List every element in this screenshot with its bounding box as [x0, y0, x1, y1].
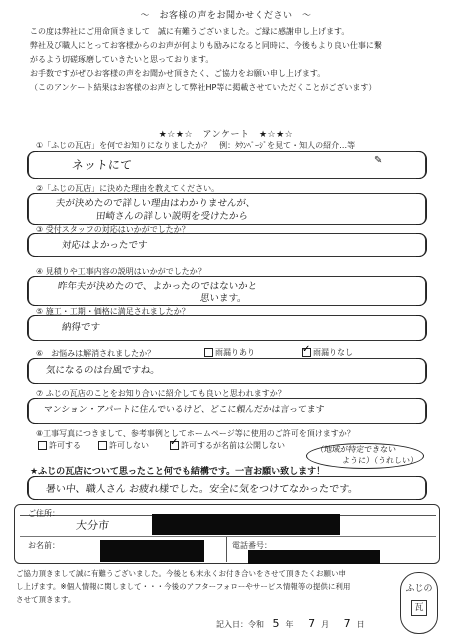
q3-label: ③ 受付スタッフの対応はいかがでしたか？: [36, 225, 190, 234]
q8-conditional-label: 許可するが名前は公開しない: [181, 441, 285, 450]
intro-line-2: 弊社及び職人にとってお客様からのお声が何よりも励みになると同時に、今後もより良い仕事に繋: [30, 41, 382, 50]
q6-noleak-checkbox[interactable]: [302, 348, 311, 357]
q8-option-deny[interactable]: [98, 440, 149, 451]
survey-title: ★☆★☆ アンケート ★☆★☆: [158, 130, 294, 140]
q4-label: ④ 見積りや工事内容の説明はいかがでしたか？: [36, 267, 206, 276]
q8-deny-label: 許可しない: [109, 441, 149, 450]
name-redaction: [100, 540, 204, 562]
q3-answer: 対応はよかったです: [61, 240, 148, 251]
q6-noleak-label: 雨漏りなし: [313, 348, 353, 357]
phone-label: 電話番号：: [232, 541, 272, 550]
q6-option-noleak[interactable]: [302, 347, 353, 358]
page-header: ～ お客様の声をお聞かせください ～: [140, 11, 312, 21]
footer-line-1: ご協力頂きまして誠に有難うございました。今後とも末永くお付き合いをさせて頂きたくお願い申: [16, 569, 346, 578]
q5-answer: 納得です: [61, 322, 101, 333]
q4-answer-line-1: 昨年夫が決めたので、よかったのではないかと: [57, 281, 258, 292]
date-month-unit: 月: [321, 620, 330, 629]
intro-line-5: （このアンケート結果はお客様のお声として弊社HP等に掲載させていただくことがございます）: [30, 83, 377, 92]
date-day-unit: 日: [356, 620, 365, 629]
q6-leak-checkbox[interactable]: [204, 348, 213, 357]
q8-allow-label: 許可する: [49, 441, 81, 450]
date-row: [216, 617, 365, 630]
footer-line-2: し上げます。※個人情報に関しまして・・・今後のアフターフォローやサービス情報等の提供に利用: [16, 582, 351, 591]
q8-note-line-1: （地域が特定できない: [315, 445, 397, 454]
q1-label: ①「ふじの瓦店」を何でお知りになりましたか？ 例：ﾀｳﾝﾍﾟｰｼﾞを見て・知人の紹介…等: [36, 141, 356, 150]
address-value: 大分市: [75, 519, 110, 532]
q8-conditional-checkbox[interactable]: [170, 441, 179, 450]
q2-answer-line-2: 田崎さんの詳しい説明を受けたから: [95, 211, 249, 222]
intro-line-3: がるよう切磋琢磨していきたいと思っております。: [30, 55, 214, 64]
intro-line-1: この度は弊社にご用命頂きまして 誠に有難うございました。ご縁に感謝申し上げます。: [30, 27, 350, 36]
q4-answer-line-2: 思います。: [199, 293, 248, 304]
company-logo-stamp: [400, 572, 438, 634]
q8-option-allow[interactable]: [38, 440, 81, 451]
date-day: 7: [343, 617, 351, 630]
address-label: ご住所：: [28, 509, 60, 518]
freeform-label: ★ふじの瓦店について思ったこと何でも結構です。一言お願い致します！: [30, 467, 326, 477]
q8-label: ⑧工事写真につきまして、参考事例としてホームページ等に使用のご許可を頂けますか？: [36, 429, 355, 438]
date-month: 7: [308, 617, 316, 630]
pencil-icon: ✎: [374, 155, 383, 166]
q6-answer: 気になるのは台風ですね。: [45, 365, 161, 376]
q5-label: ⑤ 施工・工期・価格に満足されましたか？: [36, 307, 190, 316]
intro-line-4: お手数ですがぜひお客様の声をお聞かせ頂きたく、ご協力をお願い申し上げます。: [30, 69, 326, 78]
info-row-divider: [20, 536, 436, 537]
name-label: お名前：: [28, 541, 60, 550]
q8-allow-checkbox[interactable]: [38, 441, 47, 450]
stamp-line-1: ふじの: [405, 584, 433, 594]
q7-label: ⑦ ふじの瓦店のことをお知り合いに紹介しても良いと思われますか？: [36, 389, 286, 398]
info-vertical-divider: [226, 537, 227, 562]
date-year: 5: [272, 617, 280, 630]
q8-note-line-2: ように）（うれしい）: [341, 456, 419, 465]
date-label: 記入日：令和: [216, 620, 264, 629]
q8-deny-checkbox[interactable]: [98, 441, 107, 450]
date-year-unit: 年: [285, 620, 294, 629]
q1-answer: ネットにて: [71, 158, 133, 172]
address-redaction: [152, 514, 340, 535]
q6-option-leak[interactable]: [204, 347, 255, 358]
q6-leak-label: 雨漏りあり: [215, 348, 255, 357]
stamp-line-2: 瓦: [411, 600, 427, 616]
q2-answer-line-1: 夫が決めたので詳しい理由はわかりませんが、: [55, 198, 256, 209]
phone-redaction: [248, 550, 380, 564]
freeform-answer: 暑い中、職人さん お疲れ様でした。安全に気をつけてなかったです。: [45, 484, 359, 495]
q8-option-conditional[interactable]: [170, 440, 285, 451]
q7-answer: マンション・アパートに住んでいるけど、どこに頼んだかは言ってます: [43, 405, 325, 415]
q6-label: ⑥ お悩みは解消されましたか？: [36, 349, 156, 358]
q2-label: ②「ふじの瓦店」に決めた理由を教えてください。: [36, 184, 220, 193]
footer-line-3: させて頂きます。: [16, 595, 76, 604]
